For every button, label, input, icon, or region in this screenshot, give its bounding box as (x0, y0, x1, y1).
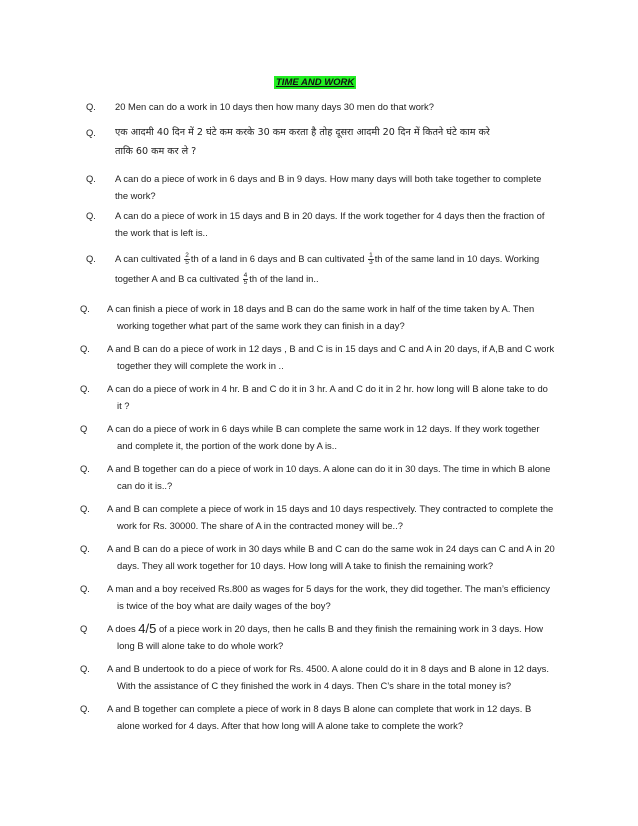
question-label: Q. (80, 583, 90, 594)
question-text-line2: it ? (117, 400, 130, 411)
question-text: A can cultivated (115, 253, 184, 264)
question-text-line2: the work? (115, 190, 156, 201)
question-label: Q. (86, 210, 96, 221)
question-text-line2: ताकि 60 कम कर ले ? (115, 146, 197, 157)
question-text: A and B together can complete a piece of work in 8 days B alone can complete that work in 12 days. B (107, 703, 532, 714)
question-label: Q (80, 423, 88, 434)
question-text-line2: is twice of the boy what are daily wages of the boy? (117, 600, 331, 611)
question-label: Q. (80, 663, 90, 674)
question-text-line2: With the assistance of C they finished the work in 4 days. Then C’s share in the total money is? (117, 680, 512, 691)
question-text: of a piece work in 20 days, then he calls B and they finish the remaining work in 3 days. How (156, 623, 544, 634)
question-text-line2: alone worked for 4 days. After that how long will A alone take to complete the work? (117, 720, 464, 731)
question-label: Q. (80, 303, 90, 314)
question-text: A and B can complete a piece of work in 15 days and 10 days respectively. They contracted to complete the (107, 503, 554, 514)
question-label: Q. (86, 253, 96, 264)
question-label: Q. (80, 703, 90, 714)
question-text: A can do a piece of work in 15 days and B in 20 days. If the work together for 4 days then the fraction of (115, 210, 545, 221)
question-text-line2: long B will alone take to do whole work? (117, 640, 284, 651)
question-text: A can finish a piece of work in 18 days and B can do the same work in half of the time taken by A. Then (107, 303, 535, 314)
question-text: A man and a boy received Rs.800 as wages for 5 days for the work, they did together. The man’s efficiency (107, 583, 550, 594)
fraction: $\frac{1}{3}$ (369, 251, 373, 267)
question-label: Q. (86, 173, 96, 184)
question-text: A can do a piece of work in 6 days and B in 9 days. How many days will both take together to complete (115, 173, 542, 184)
question-text-line2: th of the land in.. (249, 273, 319, 284)
question-label: Q. (80, 343, 90, 354)
question-text-line2: can do it is..? (117, 480, 173, 491)
question-text: A can do a piece of work in 6 days while B can complete the same work in 12 days. If they work together (107, 423, 540, 434)
question-label: Q (80, 623, 88, 634)
question-label: Q. (80, 543, 90, 554)
fraction: $\frac{2}{5}$ (185, 251, 189, 267)
question-label: Q. (80, 503, 90, 514)
question-label: Q. (80, 463, 90, 474)
question-text-line2: together A and B ca cultivated (115, 273, 242, 284)
question-text: A and B together can do a piece of work in 10 days. A alone can do it in 30 days. The time in which B alone (107, 463, 551, 474)
question-text: A and B can do a piece of work in 12 days , B and C is in 15 days and C and A in 20 days, if A,B and C work (107, 343, 555, 354)
question-text: th of the same land in 10 days. Working (374, 253, 540, 264)
question-text: 20 Men can do a work in 10 days then how many days 30 men do that work? (115, 101, 434, 112)
question-text-line2: working together what part of the same work they can finish in a day? (117, 320, 405, 331)
question-text: एक आदमी 40 दिन में 2 घंटे कम करके 30 कम करता है तोह दूसरा आदमी 20 दिन में कितने घंटे काम करे (115, 127, 490, 138)
question-text-line2: and complete it, the portion of the work done by A is.. (117, 440, 337, 451)
question-text: A and B undertook to do a piece of work for Rs. 4500. A alone could do it in 8 days and B alone in 12 days. (107, 663, 549, 674)
question-text-line2: together they will complete the work in .. (117, 360, 284, 371)
page-title: TIME AND WORK (276, 77, 355, 88)
question-label: Q. (86, 127, 96, 138)
question-text-line2: days. They all work together for 10 days. How long will A take to finish the remaining work? (117, 560, 494, 571)
question-text-line2: the work that is left is.. (115, 227, 208, 238)
fraction: $\frac{4}{5}$ (243, 271, 248, 287)
question-label: Q. (80, 383, 90, 394)
question-label: Q. (86, 101, 96, 112)
question-text-line2: work for Rs. 30000. The share of A in the contracted money will be..? (117, 520, 403, 531)
question-text: th of a land in 6 days and B can cultivated (190, 253, 368, 264)
question-text: A can do a piece of work in 4 hr. B and C do it in 3 hr. A and C do it in 2 hr. how long will B alone take to do (107, 383, 548, 394)
fraction: 4/5 (138, 621, 157, 636)
question-text: A and B can do a piece of work in 30 days while B and C can do the same wok in 24 days can C and A in 20 (107, 543, 555, 554)
question-text: A does (107, 623, 139, 634)
